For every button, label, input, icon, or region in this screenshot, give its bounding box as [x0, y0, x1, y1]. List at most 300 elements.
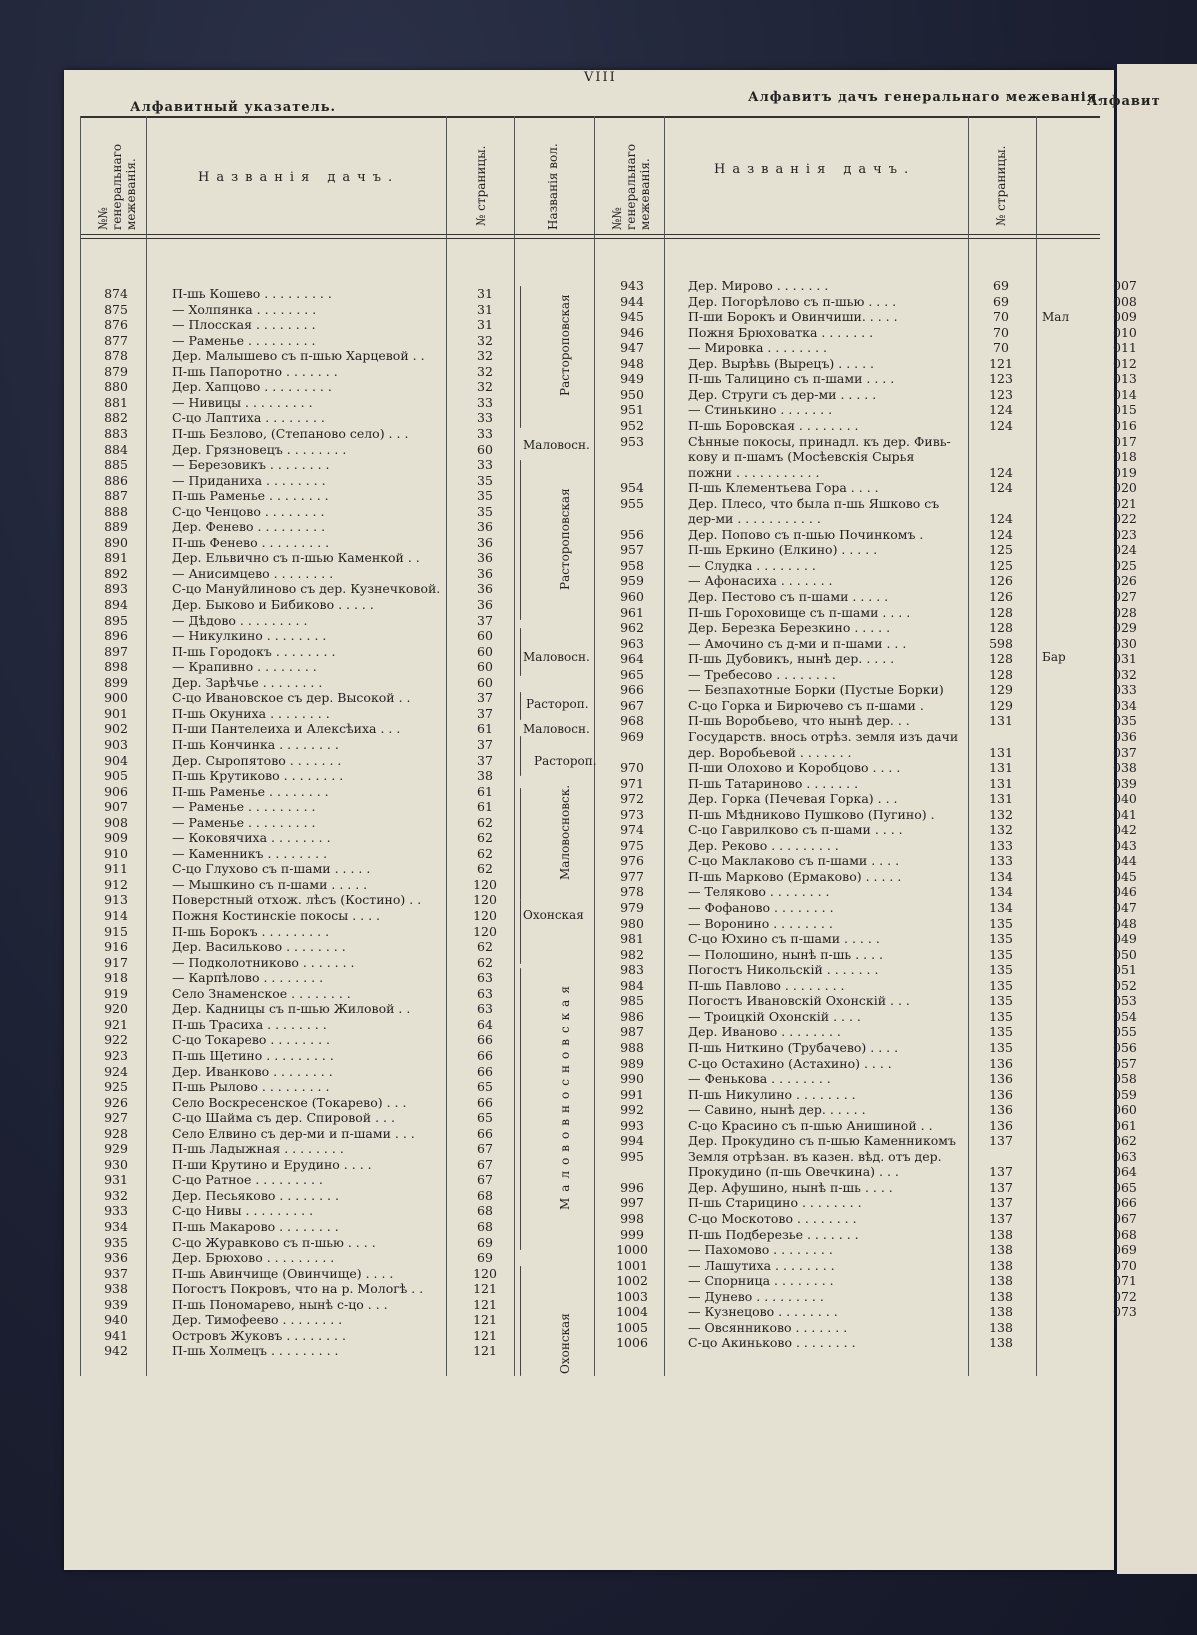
row-number: 994 — [620, 1133, 644, 1149]
table-row — [602, 496, 1042, 512]
row-name: Дер. Грязновецъ . . . . . . . . — [172, 441, 347, 457]
row-page: 128 — [989, 651, 1013, 667]
table-row — [86, 1141, 526, 1157]
row-page: 32 — [477, 363, 493, 379]
left-page-title: Алфавитный указатель. — [130, 100, 337, 115]
row-number: 949 — [620, 371, 644, 387]
table-row — [602, 418, 1042, 434]
row-page: 137 — [989, 1179, 1013, 1195]
group-label: Растороп. — [534, 754, 597, 768]
row-number: 972 — [620, 791, 644, 807]
group-brace — [520, 692, 521, 720]
row-name: С-цо Акиньково . . . . . . . . — [688, 1335, 856, 1351]
table-row — [86, 1172, 526, 1188]
row-page: 137 — [989, 1195, 1013, 1211]
table-row — [86, 799, 526, 815]
row-number: 892 — [104, 565, 128, 581]
next-page-row-number: 026 — [1113, 573, 1137, 589]
row-name: С-цо Гаврилково съ п-шами . . . . — [688, 822, 903, 838]
row-page: 70 — [993, 309, 1009, 325]
row-number: 1001 — [616, 1257, 648, 1273]
group-label: Маловосн. — [523, 722, 590, 736]
table-row — [602, 916, 1042, 932]
row-number: 909 — [104, 830, 128, 846]
row-name: Дер. Брюхово . . . . . . . . . — [172, 1250, 335, 1266]
next-page-row-number: 063 — [1113, 1148, 1137, 1164]
group-label: Маловосн. — [523, 650, 590, 664]
table-row — [602, 605, 1042, 621]
table-row — [86, 986, 526, 1002]
row-name: Дер. Пестово съ п-шами . . . . . — [688, 589, 889, 604]
row-name: — Подколотниково . . . . . . . — [172, 954, 355, 970]
row-page: 128 — [989, 604, 1013, 620]
row-name: Земля отрѣзан. въ казен. вѣд. отъ дер. — [688, 1148, 942, 1164]
table-row — [602, 838, 1042, 854]
table-row — [602, 1133, 1042, 1149]
row-number: 980 — [620, 915, 644, 931]
table-row — [86, 1266, 526, 1282]
row-number: 987 — [620, 1024, 644, 1040]
table-row — [602, 1289, 1042, 1305]
row-page: 138 — [989, 1335, 1013, 1351]
row-name: — Слудка . . . . . . . . — [688, 557, 816, 573]
right-page-title: Алфавитъ дачъ генеральнаго межеванія. — [748, 90, 1103, 105]
row-name: Прокудино (п-шь Овечкина) . . . — [688, 1164, 899, 1180]
row-name: — Стинькино . . . . . . . — [688, 402, 833, 418]
row-name: кову и п-шамъ (Мосѣевскія Сырья — [688, 449, 915, 465]
row-page: 60 — [477, 628, 493, 644]
row-page: 32 — [477, 332, 493, 348]
row-page: 33 — [477, 425, 493, 441]
table-row — [86, 1157, 526, 1173]
row-name: Дер. Кадницы съ п-шью Жиловой . . — [172, 1001, 411, 1017]
row-number: 1004 — [616, 1304, 648, 1320]
row-name: Пожня Брюховатка . . . . . . . — [688, 324, 874, 340]
row-page: 31 — [477, 286, 493, 301]
group-label: Малововносновская — [558, 980, 572, 1210]
row-page: 69 — [477, 1234, 493, 1250]
row-name: С-цо Остахино (Астахино) . . . . — [688, 1055, 892, 1071]
row-name: П-шь Кончинка . . . . . . . . — [172, 736, 339, 752]
table-row — [602, 1118, 1042, 1134]
table-row — [86, 488, 526, 504]
row-page: 124 — [989, 480, 1013, 496]
row-name: П-шь Татариново . . . . . . . — [688, 775, 859, 791]
row-page: 131 — [989, 760, 1013, 776]
table-row — [602, 884, 1042, 900]
row-name: Дер. Песьяково . . . . . . . . — [172, 1187, 339, 1203]
row-page: 128 — [989, 620, 1013, 636]
row-name: Село Елвино съ дер-ми и п-шами . . . — [172, 1125, 415, 1141]
row-page: 66 — [477, 1125, 493, 1141]
row-name: Погостъ Ивановскій Охонскій . . . — [688, 993, 910, 1009]
row-page: 67 — [477, 1141, 493, 1157]
row-page: 35 — [477, 488, 493, 504]
row-name: — Пахомово . . . . . . . . — [688, 1242, 833, 1258]
row-page: 133 — [989, 853, 1013, 869]
next-page-row-number: 011 — [1113, 340, 1137, 356]
next-page-row-number: 035 — [1113, 713, 1137, 729]
row-number: 992 — [620, 1102, 644, 1118]
row-name: — Крапивно . . . . . . . . — [172, 659, 317, 675]
row-page: 124 — [989, 417, 1013, 433]
next-page-row-number: 027 — [1113, 589, 1137, 604]
next-page-row-number: 029 — [1113, 620, 1137, 636]
table-row — [86, 1188, 526, 1204]
row-number: 899 — [104, 674, 128, 690]
next-page-row-number: 061 — [1113, 1117, 1137, 1133]
row-number: 968 — [620, 713, 644, 729]
row-name: Дер. Березка Березкино . . . . . — [688, 620, 891, 636]
row-number: 965 — [620, 666, 644, 682]
next-page-row-number: 008 — [1113, 293, 1137, 309]
row-name: С-цо Мануйлиново съ дер. Кузнечковой. — [172, 581, 441, 597]
col-header-number-right: №№ генеральнаго межеванія. — [610, 143, 652, 230]
row-name: С-цо Токарево . . . . . . . . — [172, 1032, 330, 1048]
table-row — [86, 690, 526, 706]
next-page-row-number: 016 — [1113, 417, 1137, 433]
row-page: 137 — [989, 1211, 1013, 1226]
table-row — [86, 892, 526, 908]
row-number: 937 — [104, 1265, 128, 1281]
row-number: 890 — [104, 534, 128, 550]
row-page: 125 — [989, 542, 1013, 558]
row-name: Дер. Ельвично съ п-шью Каменкой . . — [172, 550, 420, 566]
row-name: С-цо Горка и Бирючево съ п-шами . — [688, 697, 924, 713]
row-page: 63 — [477, 970, 493, 986]
table-row — [602, 527, 1042, 543]
row-page: 37 — [477, 690, 493, 706]
row-name: — Березовикъ . . . . . . . . — [172, 457, 330, 473]
row-name: — Фофаново . . . . . . . . — [688, 900, 834, 915]
next-page-row-number: 059 — [1113, 1086, 1137, 1102]
next-page-row-number: 009 — [1113, 309, 1137, 325]
row-page: 137 — [989, 1164, 1013, 1180]
col-divider — [80, 116, 81, 1376]
col-divider — [594, 116, 595, 1376]
row-number: 1005 — [616, 1319, 648, 1335]
row-number: 945 — [620, 309, 644, 325]
table-row — [602, 325, 1042, 341]
table-row — [86, 675, 526, 691]
row-page: 120 — [473, 908, 497, 923]
row-name: С-цо Лаптиха . . . . . . . . — [172, 410, 325, 426]
row-name: С-цо Юхино съ п-шами . . . . . — [688, 931, 880, 947]
table-row — [602, 465, 1042, 481]
row-name: Дер. Прокудино съ п-шью Каменникомъ — [688, 1133, 956, 1149]
next-page-row-number: 007 — [1113, 278, 1137, 293]
next-page-row-number: 041 — [1113, 806, 1137, 822]
table-row — [602, 1009, 1042, 1025]
row-name: — Овсянниково . . . . . . . — [688, 1319, 848, 1335]
row-name: П-шь Еркино (Елкино) . . . . . — [688, 542, 878, 558]
row-page: 36 — [477, 565, 493, 581]
row-name: С-цо Ратное . . . . . . . . . — [172, 1172, 323, 1188]
table-row — [86, 395, 526, 411]
row-name: — Мышкино съ п-шами . . . . . — [172, 876, 368, 892]
next-page-row-number: 030 — [1113, 635, 1137, 651]
row-number: 929 — [104, 1141, 128, 1157]
row-number: 960 — [620, 589, 644, 604]
next-page-row-number: 028 — [1113, 604, 1137, 620]
row-number: 955 — [620, 495, 644, 511]
row-page: 121 — [473, 1312, 497, 1328]
row-number: 885 — [104, 457, 128, 473]
row-name: С-цо Ивановское съ дер. Высокой . . — [172, 690, 411, 706]
row-page: 32 — [477, 379, 493, 395]
row-number: 880 — [104, 379, 128, 395]
next-page-row-number: 053 — [1113, 993, 1137, 1009]
table-row — [86, 721, 526, 737]
row-page: 135 — [989, 1039, 1013, 1055]
table-row — [602, 791, 1042, 807]
table-row — [602, 931, 1042, 947]
row-page: 128 — [989, 666, 1013, 682]
row-page: 66 — [477, 1047, 493, 1063]
group-label: Растороповская — [558, 488, 572, 590]
table-row — [602, 542, 1042, 558]
row-page: 61 — [477, 799, 493, 815]
table-row — [602, 1056, 1042, 1072]
row-page: 65 — [477, 1079, 493, 1095]
next-page-row-number: 071 — [1113, 1273, 1137, 1289]
row-name: П-шь Фенево . . . . . . . . . — [172, 534, 330, 550]
table-row — [602, 1242, 1042, 1258]
next-page-row-number: 060 — [1113, 1102, 1137, 1118]
row-name: Дер. Вырѣвь (Вырецъ) . . . . . — [688, 355, 875, 371]
row-name: П-шь Макарово . . . . . . . . — [172, 1219, 339, 1234]
table-row — [602, 1211, 1042, 1227]
row-page: 126 — [989, 573, 1013, 589]
table-row — [86, 861, 526, 877]
next-page-row-number: 010 — [1113, 324, 1137, 340]
row-page: 135 — [989, 1008, 1013, 1024]
table-row — [86, 348, 526, 364]
row-number: 882 — [104, 410, 128, 426]
table-row — [86, 1110, 526, 1126]
row-name: С-цо Нивы . . . . . . . . . — [172, 1203, 314, 1219]
row-name: Дер. Иванково . . . . . . . . — [172, 1063, 333, 1079]
row-name: Погостъ Покровъ, что на р. Мологѣ . . — [172, 1281, 424, 1297]
row-name: — Спорница . . . . . . . . — [688, 1273, 834, 1289]
row-number: 930 — [104, 1156, 128, 1172]
row-page: 66 — [477, 1032, 493, 1048]
table-row — [602, 309, 1042, 325]
row-number: 938 — [104, 1281, 128, 1297]
table-row — [86, 1048, 526, 1064]
table-row — [86, 410, 526, 426]
next-page-row-number: 043 — [1113, 837, 1137, 853]
table-row — [602, 869, 1042, 885]
row-number: 874 — [104, 286, 128, 301]
col-header-page-left: № страницы. — [474, 145, 488, 226]
row-number: 996 — [620, 1179, 644, 1195]
table-row — [86, 519, 526, 535]
row-page: 135 — [989, 946, 1013, 962]
row-name: Поверстный отхож. лѣсъ (Костино) . . — [172, 892, 422, 908]
row-name: — Раменье . . . . . . . . . — [172, 814, 316, 830]
row-page: 69 — [993, 293, 1009, 309]
group-brace — [520, 900, 521, 964]
row-name: П-шь Никулино . . . . . . . . — [688, 1086, 856, 1102]
table-row — [602, 713, 1042, 729]
row-page: 124 — [989, 526, 1013, 542]
row-page: 66 — [477, 1063, 493, 1079]
top-rule — [80, 116, 1100, 118]
group-label: Маловосн. — [523, 438, 590, 452]
row-number: 884 — [104, 441, 128, 457]
row-number: 886 — [104, 472, 128, 488]
row-number: 940 — [104, 1312, 128, 1328]
row-page: 62 — [477, 814, 493, 830]
row-number: 914 — [104, 908, 128, 923]
row-number: 883 — [104, 425, 128, 441]
row-number: 966 — [620, 682, 644, 698]
table-row — [602, 807, 1042, 823]
row-name: Дер. Афушино, нынѣ п-шь . . . . — [688, 1179, 893, 1195]
row-number: 990 — [620, 1071, 644, 1087]
row-number: 977 — [620, 868, 644, 884]
row-number: 879 — [104, 363, 128, 379]
table-row — [86, 846, 526, 862]
row-name: П-шь Боровская . . . . . . . . — [688, 417, 859, 433]
row-name: П-шь Папоротно . . . . . . . — [172, 363, 338, 379]
next-page-row-number: 065 — [1113, 1179, 1137, 1195]
row-name: Дер. Погорѣлово съ п-шью . . . . — [688, 293, 897, 309]
row-page: 133 — [989, 837, 1013, 853]
row-name: — Приданиха . . . . . . . . — [172, 472, 326, 488]
group-label: Охонская — [523, 908, 584, 922]
row-page: 120 — [473, 923, 497, 939]
row-name: П-шь Холмецъ . . . . . . . . . — [172, 1343, 339, 1359]
right-margin-label: Бар — [1042, 650, 1066, 664]
row-page: 69 — [993, 278, 1009, 293]
row-number: 921 — [104, 1016, 128, 1032]
next-page-row-number: 072 — [1113, 1288, 1137, 1304]
table-row — [86, 581, 526, 597]
next-page-row-number: 019 — [1113, 464, 1137, 480]
row-page: 68 — [477, 1203, 493, 1219]
row-number: 984 — [620, 977, 644, 993]
row-name: П-шь Пономарево, нынѣ с-цо . . . — [172, 1296, 388, 1312]
row-page: 125 — [989, 557, 1013, 573]
row-page: 33 — [477, 457, 493, 473]
row-page: 68 — [477, 1219, 493, 1234]
row-page: 123 — [989, 371, 1013, 387]
row-number: 998 — [620, 1211, 644, 1226]
table-row — [602, 1149, 1042, 1165]
row-page: 134 — [989, 868, 1013, 884]
row-number: 924 — [104, 1063, 128, 1079]
row-number: 889 — [104, 519, 128, 535]
row-name: — Коковячиха . . . . . . . . — [172, 830, 331, 846]
table-row — [86, 379, 526, 395]
next-page-row-number: 045 — [1113, 868, 1137, 884]
row-name: — Дунево . . . . . . . . . — [688, 1288, 824, 1304]
next-page-row-number: 044 — [1113, 853, 1137, 869]
row-page: 124 — [989, 402, 1013, 418]
row-number: 910 — [104, 845, 128, 861]
table-row — [602, 1227, 1042, 1243]
row-number: 944 — [620, 293, 644, 309]
row-page: 36 — [477, 534, 493, 550]
row-page: 135 — [989, 915, 1013, 931]
table-row — [602, 573, 1042, 589]
row-page: 31 — [477, 301, 493, 317]
row-number: 958 — [620, 557, 644, 573]
row-number: 898 — [104, 659, 128, 675]
row-page: 135 — [989, 1024, 1013, 1040]
row-number: 907 — [104, 799, 128, 815]
col-header-number-left: №№ генеральнаго межеванія. — [96, 143, 138, 230]
group-brace — [520, 1266, 521, 1376]
row-name: Государств. внось отрѣз. земля изъ дачи — [688, 728, 959, 744]
row-name: С-цо Журавково съ п-шью . . . . — [172, 1234, 376, 1250]
row-name: П-шь Старицино . . . . . . . . — [688, 1195, 862, 1211]
row-number: 901 — [104, 705, 128, 721]
row-number: 1002 — [616, 1273, 648, 1289]
row-page: 121 — [473, 1296, 497, 1312]
row-name: П-шь Клементьева Гора . . . . — [688, 480, 879, 496]
table-row — [602, 1320, 1042, 1336]
row-page: 63 — [477, 1001, 493, 1017]
table-row — [602, 651, 1042, 667]
row-name: П-шь Гороховище съ п-шами . . . . — [688, 604, 911, 620]
row-number: 981 — [620, 931, 644, 947]
row-name: — Требесово . . . . . . . . — [688, 666, 836, 682]
row-name: Дер. Струги съ дер-ми . . . . . — [688, 386, 877, 402]
table-row — [602, 402, 1042, 418]
table-row — [602, 1258, 1042, 1274]
row-name: П-шь Городокъ . . . . . . . . — [172, 643, 336, 659]
table-row — [602, 760, 1042, 776]
table-row — [602, 729, 1042, 745]
row-page: 68 — [477, 1187, 493, 1203]
group-brace — [520, 286, 521, 428]
row-number: 936 — [104, 1250, 128, 1266]
row-number: 939 — [104, 1296, 128, 1312]
next-page-row-number: 012 — [1113, 355, 1137, 371]
row-number: 959 — [620, 573, 644, 589]
row-name: С-цо Красино съ п-шью Анишиной . . — [688, 1117, 933, 1133]
next-page-row-number: 051 — [1113, 962, 1137, 978]
table-row — [602, 745, 1042, 761]
table-row — [86, 1126, 526, 1142]
next-page-row-number: 036 — [1113, 728, 1137, 744]
table-row — [86, 1219, 526, 1235]
row-name: Дер. Фенево . . . . . . . . . — [172, 519, 326, 535]
row-number: 923 — [104, 1047, 128, 1063]
next-page-row-number: 013 — [1113, 371, 1137, 387]
next-page-row-number: 058 — [1113, 1071, 1137, 1087]
row-page: 134 — [989, 884, 1013, 900]
row-page: 67 — [477, 1156, 493, 1172]
table-row — [602, 978, 1042, 994]
row-page: 126 — [989, 589, 1013, 604]
row-number: 876 — [104, 317, 128, 333]
row-page: 33 — [477, 394, 493, 410]
table-row — [602, 776, 1042, 792]
row-page: 70 — [993, 324, 1009, 340]
row-page: 138 — [989, 1319, 1013, 1335]
row-name: П-шь Раменье . . . . . . . . — [172, 488, 329, 504]
row-name: Село Воскресенское (Токарево) . . . — [172, 1094, 407, 1110]
group-brace — [520, 736, 521, 776]
row-name: — Воронино . . . . . . . . — [688, 915, 833, 931]
row-number: 904 — [104, 752, 128, 768]
next-page-row-number: 068 — [1113, 1226, 1137, 1242]
table-row — [86, 1281, 526, 1297]
